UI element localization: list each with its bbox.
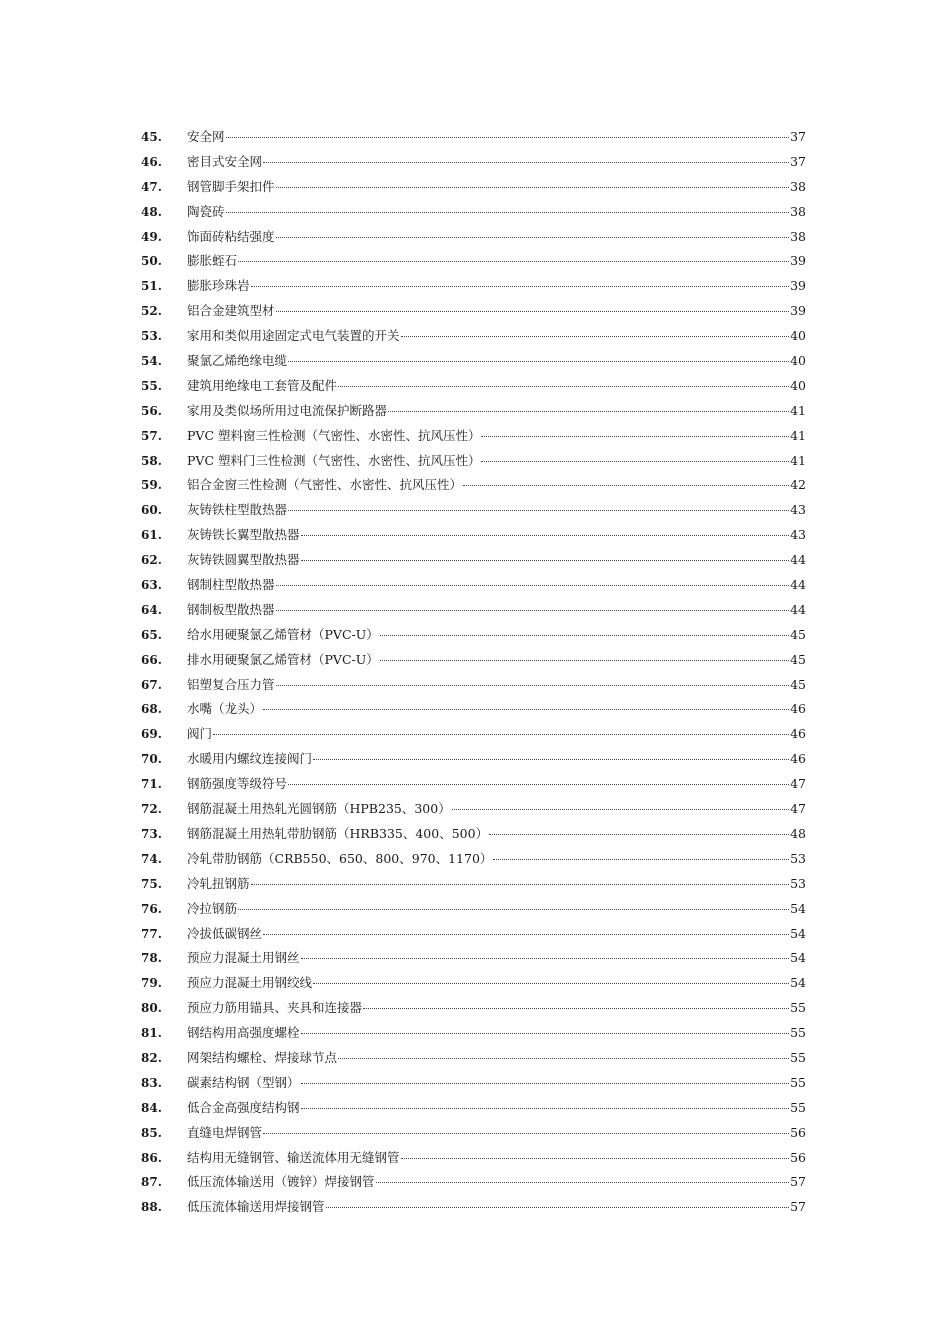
toc-entry-page-number: 41 [790,402,806,418]
toc-entry-title: 陶瓷砖 [187,203,225,219]
toc-entry-page-number: 45 [790,676,806,692]
toc-entry-number: 73. [141,826,162,841]
toc-entry[interactable] [141,548,806,573]
toc-entry-page-number: 48 [790,825,806,841]
toc-entry-page-number: 41 [790,452,806,468]
toc-dot-leader [226,137,790,138]
toc-entry-number: 70. [141,752,162,767]
toc-entry-page-number: 57 [790,1199,806,1215]
toc-entry-title: 低压流体输送用焊接钢管 [187,1199,325,1215]
toc-entry-number: 51. [141,279,162,294]
toc-dot-leader [251,286,790,287]
toc-entry-title: 钢制板型散热器 [187,601,275,617]
toc-entry-title: 预应力混凝土用钢绞线 [187,975,313,991]
toc-entry-number: 87. [141,1175,162,1190]
toc-entry-title: 密目式安全网 [187,153,263,169]
toc-entry-title: 钢管脚手架扣件 [187,178,275,194]
toc-entry-title: 结构用无缝钢管、输送流体用无缝钢管 [187,1149,400,1165]
toc-entry-number: 81. [141,1026,162,1041]
toc-entry-title: 钢筋强度等级符号 [187,776,288,792]
toc-entry-page-number: 55 [790,1025,806,1041]
toc-entry[interactable] [141,996,806,1021]
toc-entry-page-number: 43 [790,502,806,518]
toc-entry-page-number: 55 [790,1099,806,1115]
toc-entry-number: 78. [141,951,162,966]
toc-entry[interactable] [141,922,806,947]
toc-entry[interactable] [141,1021,806,1046]
toc-dot-leader [263,1133,789,1134]
toc-entry-number: 49. [141,229,162,244]
toc-dot-leader [288,361,789,362]
toc-entry-number: 86. [141,1150,162,1165]
toc-dot-leader [463,485,789,486]
toc-entry-page-number: 38 [790,178,806,194]
toc-dot-leader [301,535,790,536]
toc-entry-number: 65. [141,627,162,642]
toc-entry-title: 冷拉钢筋 [187,900,238,916]
toc-dot-leader [489,834,789,835]
toc-dot-leader [288,510,789,511]
toc-entry-title: 家用及类似场所用过电流保护断路器 [187,402,388,418]
toc-entry-page-number: 55 [790,1074,806,1090]
toc-entry-page-number: 47 [790,776,806,792]
toc-entry-title: 家用和类似用途固定式电气装置的开关 [187,328,400,344]
toc-entry-page-number: 39 [790,303,806,319]
toc-entry[interactable] [141,623,806,648]
toc-entry[interactable] [141,822,806,847]
toc-entry-title: 铝合金窗三性检测（气密性、水密性、抗风压性） [187,477,463,493]
toc-entry-page-number: 40 [790,377,806,393]
toc-entry-number: 48. [141,204,162,219]
toc-entry-title: 膨胀蛭石 [187,253,238,269]
toc-entry-title: 低合金高强度结构钢 [187,1099,300,1115]
toc-entry-title: 预应力筋用锚具、夹具和连接器 [187,1000,363,1016]
toc-entry-page-number: 53 [790,850,806,866]
toc-entry-page-number: 45 [790,626,806,642]
toc-dot-leader [452,809,789,810]
toc-entry-number: 80. [141,1001,162,1016]
toc-entry[interactable] [141,1146,806,1171]
toc-entry-page-number: 45 [790,651,806,667]
toc-entry-number: 74. [141,851,162,866]
toc-entry-page-number: 54 [790,925,806,941]
toc-entry-page-number: 54 [790,900,806,916]
toc-entry-number: 84. [141,1100,162,1115]
toc-entry-page-number: 42 [790,477,806,493]
toc-dot-leader [263,709,789,710]
toc-entry-number: 68. [141,702,162,717]
toc-entry[interactable] [141,225,806,250]
toc-entry-number: 83. [141,1075,162,1090]
toc-entry-title: 灰铸铁长翼型散热器 [187,527,300,543]
toc-entry-number: 79. [141,976,162,991]
toc-entry-number: 56. [141,403,162,418]
toc-entry-number: 69. [141,727,162,742]
toc-entry-title: 饰面砖粘结强度 [187,228,275,244]
toc-dot-leader [313,983,789,984]
toc-entry-number: 66. [141,652,162,667]
toc-entry-title: 排水用硬聚氯乙烯管材（PVC-U） [187,651,379,667]
toc-entry-page-number: 37 [790,153,806,169]
toc-entry[interactable] [141,1195,806,1220]
toc-entry-title: 水嘴（龙头） [187,701,263,717]
toc-entry[interactable] [141,872,806,897]
toc-entry[interactable] [141,747,806,772]
toc-dot-leader [363,1008,789,1009]
toc-entry[interactable] [141,722,806,747]
toc-dot-leader [213,734,789,735]
toc-dot-leader [338,386,789,387]
toc-dot-leader [301,1108,790,1109]
toc-entry-title: 冷拔低碳钢丝 [187,925,263,941]
toc-entry-number: 63. [141,578,162,593]
toc-entry-page-number: 46 [790,751,806,767]
toc-dot-leader [276,585,790,586]
toc-entry-page-number: 56 [790,1124,806,1140]
toc-entry-number: 58. [141,453,162,468]
toc-entry[interactable] [141,648,806,673]
toc-dot-leader [301,958,790,959]
toc-entry-number: 67. [141,677,162,692]
toc-entry[interactable] [141,125,806,150]
toc-entry-title: 灰铸铁圆翼型散热器 [187,552,300,568]
toc-entry-page-number: 46 [790,701,806,717]
toc-dot-leader [301,560,790,561]
toc-entry-page-number: 56 [790,1149,806,1165]
toc-entry[interactable] [141,274,806,299]
toc-entry[interactable] [141,150,806,175]
toc-entry[interactable] [141,175,806,200]
toc-entry-page-number: 55 [790,1049,806,1065]
toc-dot-leader [313,759,789,760]
toc-entry-page-number: 44 [790,552,806,568]
toc-entry-number: 75. [141,876,162,891]
toc-entry[interactable] [141,449,806,474]
toc-entry[interactable] [141,797,806,822]
toc-dot-leader [481,436,789,437]
toc-dot-leader [401,336,790,337]
toc-entry[interactable] [141,1096,806,1121]
toc-dot-leader [276,237,790,238]
toc-entry[interactable] [141,200,806,225]
toc-entry[interactable] [141,1170,806,1195]
toc-entry-number: 64. [141,602,162,617]
toc-entry-number: 76. [141,901,162,916]
toc-dot-leader [301,1033,790,1034]
toc-dot-leader [481,461,789,462]
toc-dot-leader [251,884,790,885]
toc-entry-page-number: 47 [790,801,806,817]
toc-entry-title: 预应力混凝土用钢丝 [187,950,300,966]
toc-entry-number: 71. [141,777,162,792]
toc-dot-leader [338,1058,789,1059]
toc-entry-title: 聚氯乙烯绝缘电缆 [187,353,288,369]
toc-dot-leader [238,909,789,910]
toc-entry-title: 铝合金建筑型材 [187,303,275,319]
toc-dot-leader [276,187,790,188]
toc-entry-page-number: 38 [790,203,806,219]
toc-entry-title: 冷轧扭钢筋 [187,875,250,891]
toc-entry-page-number: 39 [790,278,806,294]
toc-entry-number: 88. [141,1200,162,1215]
toc-dot-leader [276,685,790,686]
toc-entry-title: 钢结构用高强度螺栓 [187,1025,300,1041]
toc-entry[interactable] [141,673,806,698]
toc-entry[interactable] [141,424,806,449]
toc-entry-page-number: 39 [790,253,806,269]
toc-entry-number: 55. [141,378,162,393]
toc-entry[interactable] [141,473,806,498]
toc-dot-leader [380,660,789,661]
toc-entry-page-number: 38 [790,228,806,244]
toc-entry-number: 47. [141,179,162,194]
toc-entry-title: 铝塑复合压力管 [187,676,275,692]
toc-entry-title: 冷轧带肋钢筋（CRB550、650、800、970、1170） [187,850,493,866]
toc-entry-number: 46. [141,154,162,169]
toc-dot-leader [388,411,789,412]
toc-entry-title: 直缝电焊钢管 [187,1124,263,1140]
toc-entry[interactable] [141,399,806,424]
toc-entry[interactable] [141,772,806,797]
toc-dot-leader [326,1207,790,1208]
toc-entry-number: 53. [141,329,162,344]
toc-entry-page-number: 55 [790,1000,806,1016]
toc-entry[interactable] [141,523,806,548]
toc-entry[interactable] [141,573,806,598]
toc-entry-number: 52. [141,304,162,319]
toc-dot-leader [493,859,789,860]
toc-entry-title: 灰铸铁柱型散热器 [187,502,288,518]
toc-entry[interactable] [141,1046,806,1071]
toc-entry[interactable] [141,324,806,349]
toc-entry[interactable] [141,498,806,523]
toc-entry-title: 网架结构螺栓、焊接球节点 [187,1049,338,1065]
toc-entry-page-number: 37 [790,129,806,144]
toc-entry[interactable] [141,598,806,623]
toc-entry-number: 61. [141,528,162,543]
toc-entry-page-number: 41 [790,427,806,443]
toc-entry-number: 60. [141,503,162,518]
toc-dot-leader [263,162,789,163]
toc-entry[interactable] [141,847,806,872]
toc-entry[interactable] [141,1071,806,1096]
toc-entry-title: 建筑用绝缘电工套管及配件 [187,377,338,393]
toc-entry-number: 72. [141,802,162,817]
toc-entry-title: 阀门 [187,726,213,742]
toc-entry-title: 安全网 [187,129,225,144]
toc-entry-number: 62. [141,553,162,568]
toc-entry[interactable] [141,1121,806,1146]
toc-dot-leader [238,261,789,262]
toc-entry-title: 碳素结构钢（型钢） [187,1074,300,1090]
toc-dot-leader [380,635,789,636]
toc-entry-number: 54. [141,354,162,369]
toc-entry-page-number: 57 [790,1174,806,1190]
toc-entry[interactable] [141,349,806,374]
toc-dot-leader [276,311,790,312]
toc-entry-title: PVC 塑料窗三性检测（气密性、水密性、抗风压性） [187,427,481,443]
toc-entry-page-number: 44 [790,577,806,593]
toc-entry-page-number: 54 [790,950,806,966]
toc-entry-title: 给水用硬聚氯乙烯管材（PVC-U） [187,626,379,642]
toc-entry-page-number: 54 [790,975,806,991]
toc-entry[interactable] [141,249,806,274]
toc-dot-leader [263,934,789,935]
toc-entry-page-number: 43 [790,527,806,543]
toc-entry-page-number: 40 [790,353,806,369]
toc-entry-number: 57. [141,428,162,443]
toc-dot-leader [276,610,790,611]
toc-entry-page-number: 40 [790,328,806,344]
toc-entry-number: 59. [141,478,162,493]
toc-dot-leader [301,1083,790,1084]
toc-entry-number: 82. [141,1050,162,1065]
toc-dot-leader [376,1182,790,1183]
toc-entry-title: PVC 塑料门三性检测（气密性、水密性、抗风压性） [187,452,481,468]
toc-dot-leader [226,212,790,213]
toc-entry-page-number: 53 [790,875,806,891]
toc-entry-number: 85. [141,1125,162,1140]
toc-entry-page-number: 46 [790,726,806,742]
toc-entry[interactable] [141,946,806,971]
toc-entry[interactable] [141,374,806,399]
toc-entry-page-number: 44 [790,601,806,617]
toc-entry-title: 钢筋混凝土用热轧光圆钢筋（HPB235、300） [187,801,451,817]
toc-entry[interactable] [141,697,806,722]
toc-entry[interactable] [141,971,806,996]
toc-entry[interactable] [141,299,806,324]
toc-entry-number: 77. [141,926,162,941]
toc-entry-title: 钢制柱型散热器 [187,577,275,593]
toc-entry[interactable] [141,897,806,922]
table-of-contents [141,125,806,1220]
toc-entry-title: 膨胀珍珠岩 [187,278,250,294]
toc-entry-number: 45. [141,130,162,144]
toc-entry-number: 50. [141,254,162,269]
toc-dot-leader [401,1158,790,1159]
toc-entry-title: 低压流体输送用（镀锌）焊接钢管 [187,1174,375,1190]
toc-entry-title: 钢筋混凝土用热轧带肋钢筋（HRB335、400、500） [187,825,489,841]
toc-dot-leader [288,784,789,785]
toc-entry-title: 水暖用内螺纹连接阀门 [187,751,313,767]
